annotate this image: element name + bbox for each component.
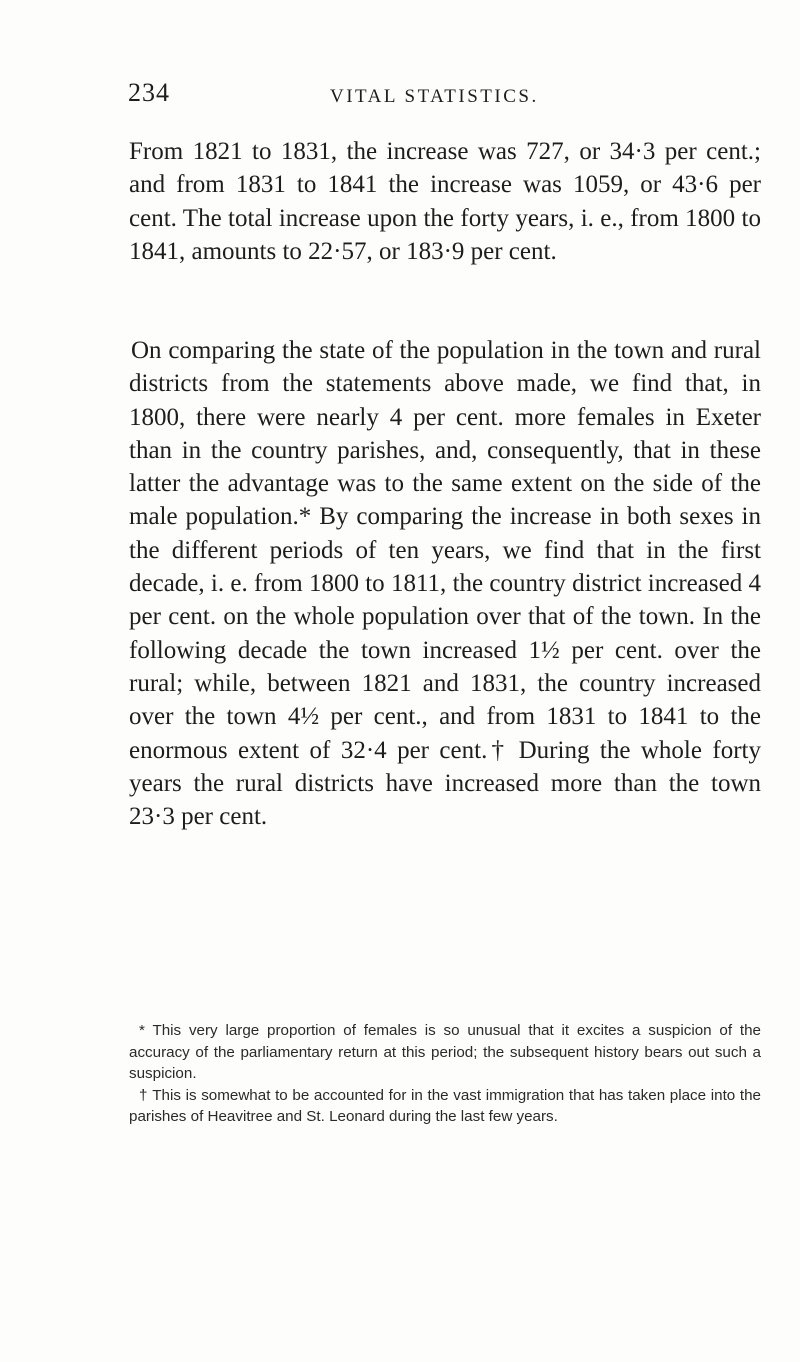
footnotes <box>129 1020 761 1128</box>
page-number: 234 <box>128 78 170 107</box>
footnote-1: * This very large proportion of females is so unusual that it excites a suspicion of the accuracy of the parliamentary return at this period; the subsequent history bears out such a suspicion. <box>129 1022 761 1083</box>
body-paragraph-2 <box>129 334 761 833</box>
running-head: VITAL STATISTICS. <box>330 86 539 107</box>
body-paragraph-1 <box>129 135 761 268</box>
footnote-2: † This is somewhat to be accounted for in the vast immigration that has taken place into the parishes of Heavitree and St. Leonard during the last few years. <box>129 1086 761 1126</box>
paragraph-text: From 1821 to 1831, the increase was 727, or 34·3 per cent.; and from 1831 to 1841 the increase was 1059, or 43·6 per cent. The total increase upon the forty years, i. e., from 1800 to 1841, amounts to 22·57, or 183·9 per cent. <box>129 138 761 265</box>
paragraph-text: On comparing the state of the population in the town and rural districts from the statements above made, we find that, in 1800, there were nearly 4 per cent. more females in Exeter than in the country parishes, and, consequently, that in these latter the advantage was to the same extent on the side of the male population.* By comparing the increase in both sexes in the different periods of ten years, we find that in the first decade, i. e. from 1800 to 1811, the country district increased 4 per cent. on the whole population over that of the town. In the following decade the town increased 1½ per cent. over the rural; while, between 1821 and 1831, the country increased over the town 4½ per cent., and from 1831 to 1841 to the enormous extent of 32·4 per cent.† During the whole forty years the rural districts have increased more than the town 23·3 per cent. <box>129 337 761 831</box>
